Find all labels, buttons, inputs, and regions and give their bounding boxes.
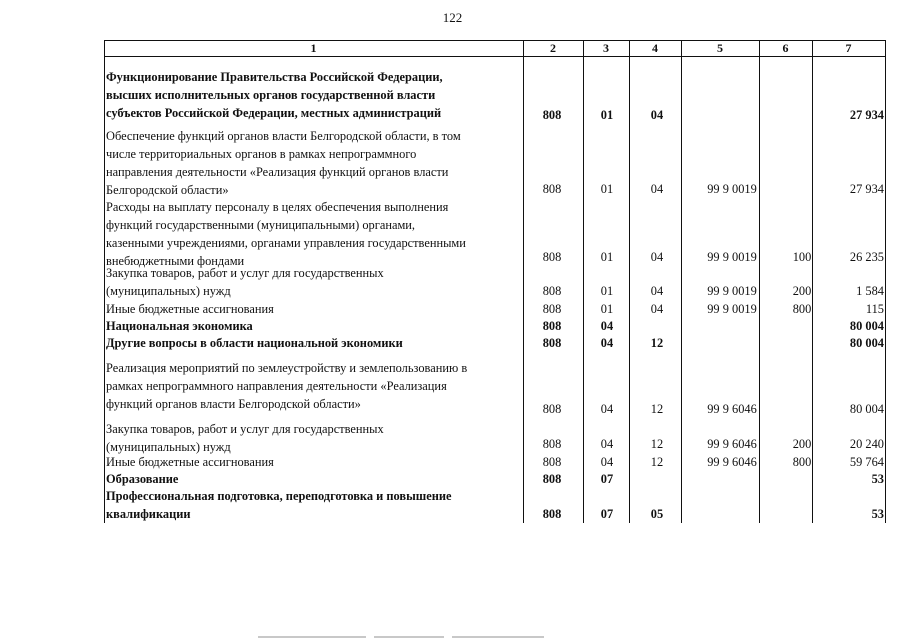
cell-subsection: 04 xyxy=(650,182,664,196)
row-name: Расходы на выплату персоналу в целях обеспечения выполнения функций государственными (муниципальными) органами, казенными учреждениями, органами управления государственными внебюджетными фондами xyxy=(106,200,466,268)
cell-target-item: 99 9 6046 xyxy=(707,402,757,416)
cell-ministry: 808 xyxy=(542,302,562,316)
row-name: Профессиональная подготовка, переподготовка и повышение квалификации xyxy=(106,489,452,521)
cell-section: 04 xyxy=(600,319,614,333)
table-row xyxy=(104,362,886,418)
row-name: Национальная экономика xyxy=(106,319,253,333)
cell-subsection: 04 xyxy=(650,284,664,298)
cell-target-item: 99 9 0019 xyxy=(707,182,757,196)
row-name: Функционирование Правительства Российской Федерации, высших исполнительных органов государственной власти субъектов Российской Федерации, местных администраций xyxy=(106,70,443,120)
cell-expense-type: 100 xyxy=(792,250,812,264)
cell-ministry: 808 xyxy=(542,437,562,451)
cell-ministry: 808 xyxy=(542,402,562,416)
scan-artifact xyxy=(258,636,366,638)
table-row xyxy=(104,66,886,124)
table-row xyxy=(104,300,886,318)
cell-subsection: 05 xyxy=(650,507,664,521)
cell-subsection: 04 xyxy=(650,302,664,316)
cell-expense-type: 200 xyxy=(792,284,812,298)
page-number: 122 xyxy=(442,10,463,25)
cell-ministry: 808 xyxy=(542,336,562,350)
cell-section: 07 xyxy=(600,507,614,521)
cell-amount: 1 584 xyxy=(856,284,884,298)
header-col-6: 6 xyxy=(782,41,789,55)
table-row xyxy=(104,198,886,266)
cell-amount: 59 764 xyxy=(849,455,884,469)
row-name: Реализация мероприятий по землеустройству и землепользованию в рамках непрограммного направления деятельности «Реализация функций органов власти Белгородской области» xyxy=(106,361,468,411)
cell-section: 04 xyxy=(600,455,614,469)
cell-section: 01 xyxy=(600,182,614,196)
cell-ministry: 808 xyxy=(542,250,562,264)
cell-amount: 27 934 xyxy=(849,108,884,122)
cell-ministry: 808 xyxy=(542,284,562,298)
table-row xyxy=(104,471,886,488)
cell-subsection: 12 xyxy=(650,437,664,451)
cell-subsection: 04 xyxy=(650,250,664,264)
row-name: Иные бюджетные ассигнования xyxy=(106,455,274,469)
cell-ministry: 808 xyxy=(542,472,562,486)
budget-table xyxy=(104,40,886,523)
table-row xyxy=(104,420,886,453)
cell-subsection: 12 xyxy=(650,402,664,416)
cell-section: 01 xyxy=(600,302,614,316)
cell-subsection: 04 xyxy=(650,108,664,122)
cell-amount: 26 235 xyxy=(849,250,884,264)
cell-amount: 27 934 xyxy=(849,182,884,196)
cell-amount: 20 240 xyxy=(849,437,884,451)
row-name: Другие вопросы в области национальной экономики xyxy=(106,336,403,350)
cell-ministry: 808 xyxy=(542,182,562,196)
row-name: Закупка товаров, работ и услуг для государственных (муниципальных) нужд xyxy=(106,422,384,454)
cell-section: 01 xyxy=(600,284,614,298)
cell-section: 01 xyxy=(600,108,614,122)
cell-expense-type: 800 xyxy=(792,455,812,469)
cell-target-item: 99 9 6046 xyxy=(707,437,757,451)
row-name: Образование xyxy=(106,472,179,486)
cell-subsection: 12 xyxy=(650,455,664,469)
scan-artifact xyxy=(374,636,444,638)
cell-subsection: 12 xyxy=(650,336,664,350)
cell-ministry: 808 xyxy=(542,319,562,333)
header-bottom-border xyxy=(104,56,886,57)
header-col-2: 2 xyxy=(550,41,556,55)
header-col-7: 7 xyxy=(845,41,852,55)
cell-target-item: 99 9 0019 xyxy=(707,284,757,298)
cell-amount: 80 004 xyxy=(849,319,884,333)
cell-section: 04 xyxy=(600,402,614,416)
header-col-1: 1 xyxy=(310,41,317,55)
header-col-4: 4 xyxy=(652,41,658,55)
cell-section: 04 xyxy=(600,336,614,350)
cell-section: 01 xyxy=(600,250,614,264)
header-col-3: 3 xyxy=(603,41,609,55)
header-col-5: 5 xyxy=(717,41,723,55)
cell-ministry: 808 xyxy=(542,507,562,521)
cell-target-item: 99 9 0019 xyxy=(707,302,757,316)
table-row xyxy=(104,266,886,300)
cell-amount: 80 004 xyxy=(849,336,884,350)
table-row xyxy=(104,128,886,198)
table-row xyxy=(104,453,886,471)
table-row xyxy=(104,335,886,352)
cell-section: 07 xyxy=(600,472,614,486)
cell-section: 04 xyxy=(600,437,614,451)
cell-target-item: 99 9 0019 xyxy=(707,250,757,264)
row-name: Иные бюджетные ассигнования xyxy=(106,302,274,316)
cell-amount: 53 xyxy=(871,472,884,486)
cell-amount: 80 004 xyxy=(849,402,884,416)
row-name: Обеспечение функций органов власти Белгородской области, в том числе территориальных органов в рамках непрограммного направления деятельности «Реализация функций органов власти Белгородской области» xyxy=(106,129,461,197)
cell-expense-type: 800 xyxy=(792,302,812,316)
scan-artifact xyxy=(452,636,544,638)
cell-amount: 115 xyxy=(865,302,884,316)
table-row xyxy=(104,318,886,335)
table-row xyxy=(104,488,886,523)
cell-ministry: 808 xyxy=(542,455,562,469)
cell-ministry: 808 xyxy=(542,108,562,122)
cell-amount: 53 xyxy=(871,507,884,521)
cell-expense-type: 200 xyxy=(792,437,812,451)
cell-target-item: 99 9 6046 xyxy=(707,455,757,469)
row-name: Закупка товаров, работ и услуг для государственных (муниципальных) нужд xyxy=(106,266,384,298)
